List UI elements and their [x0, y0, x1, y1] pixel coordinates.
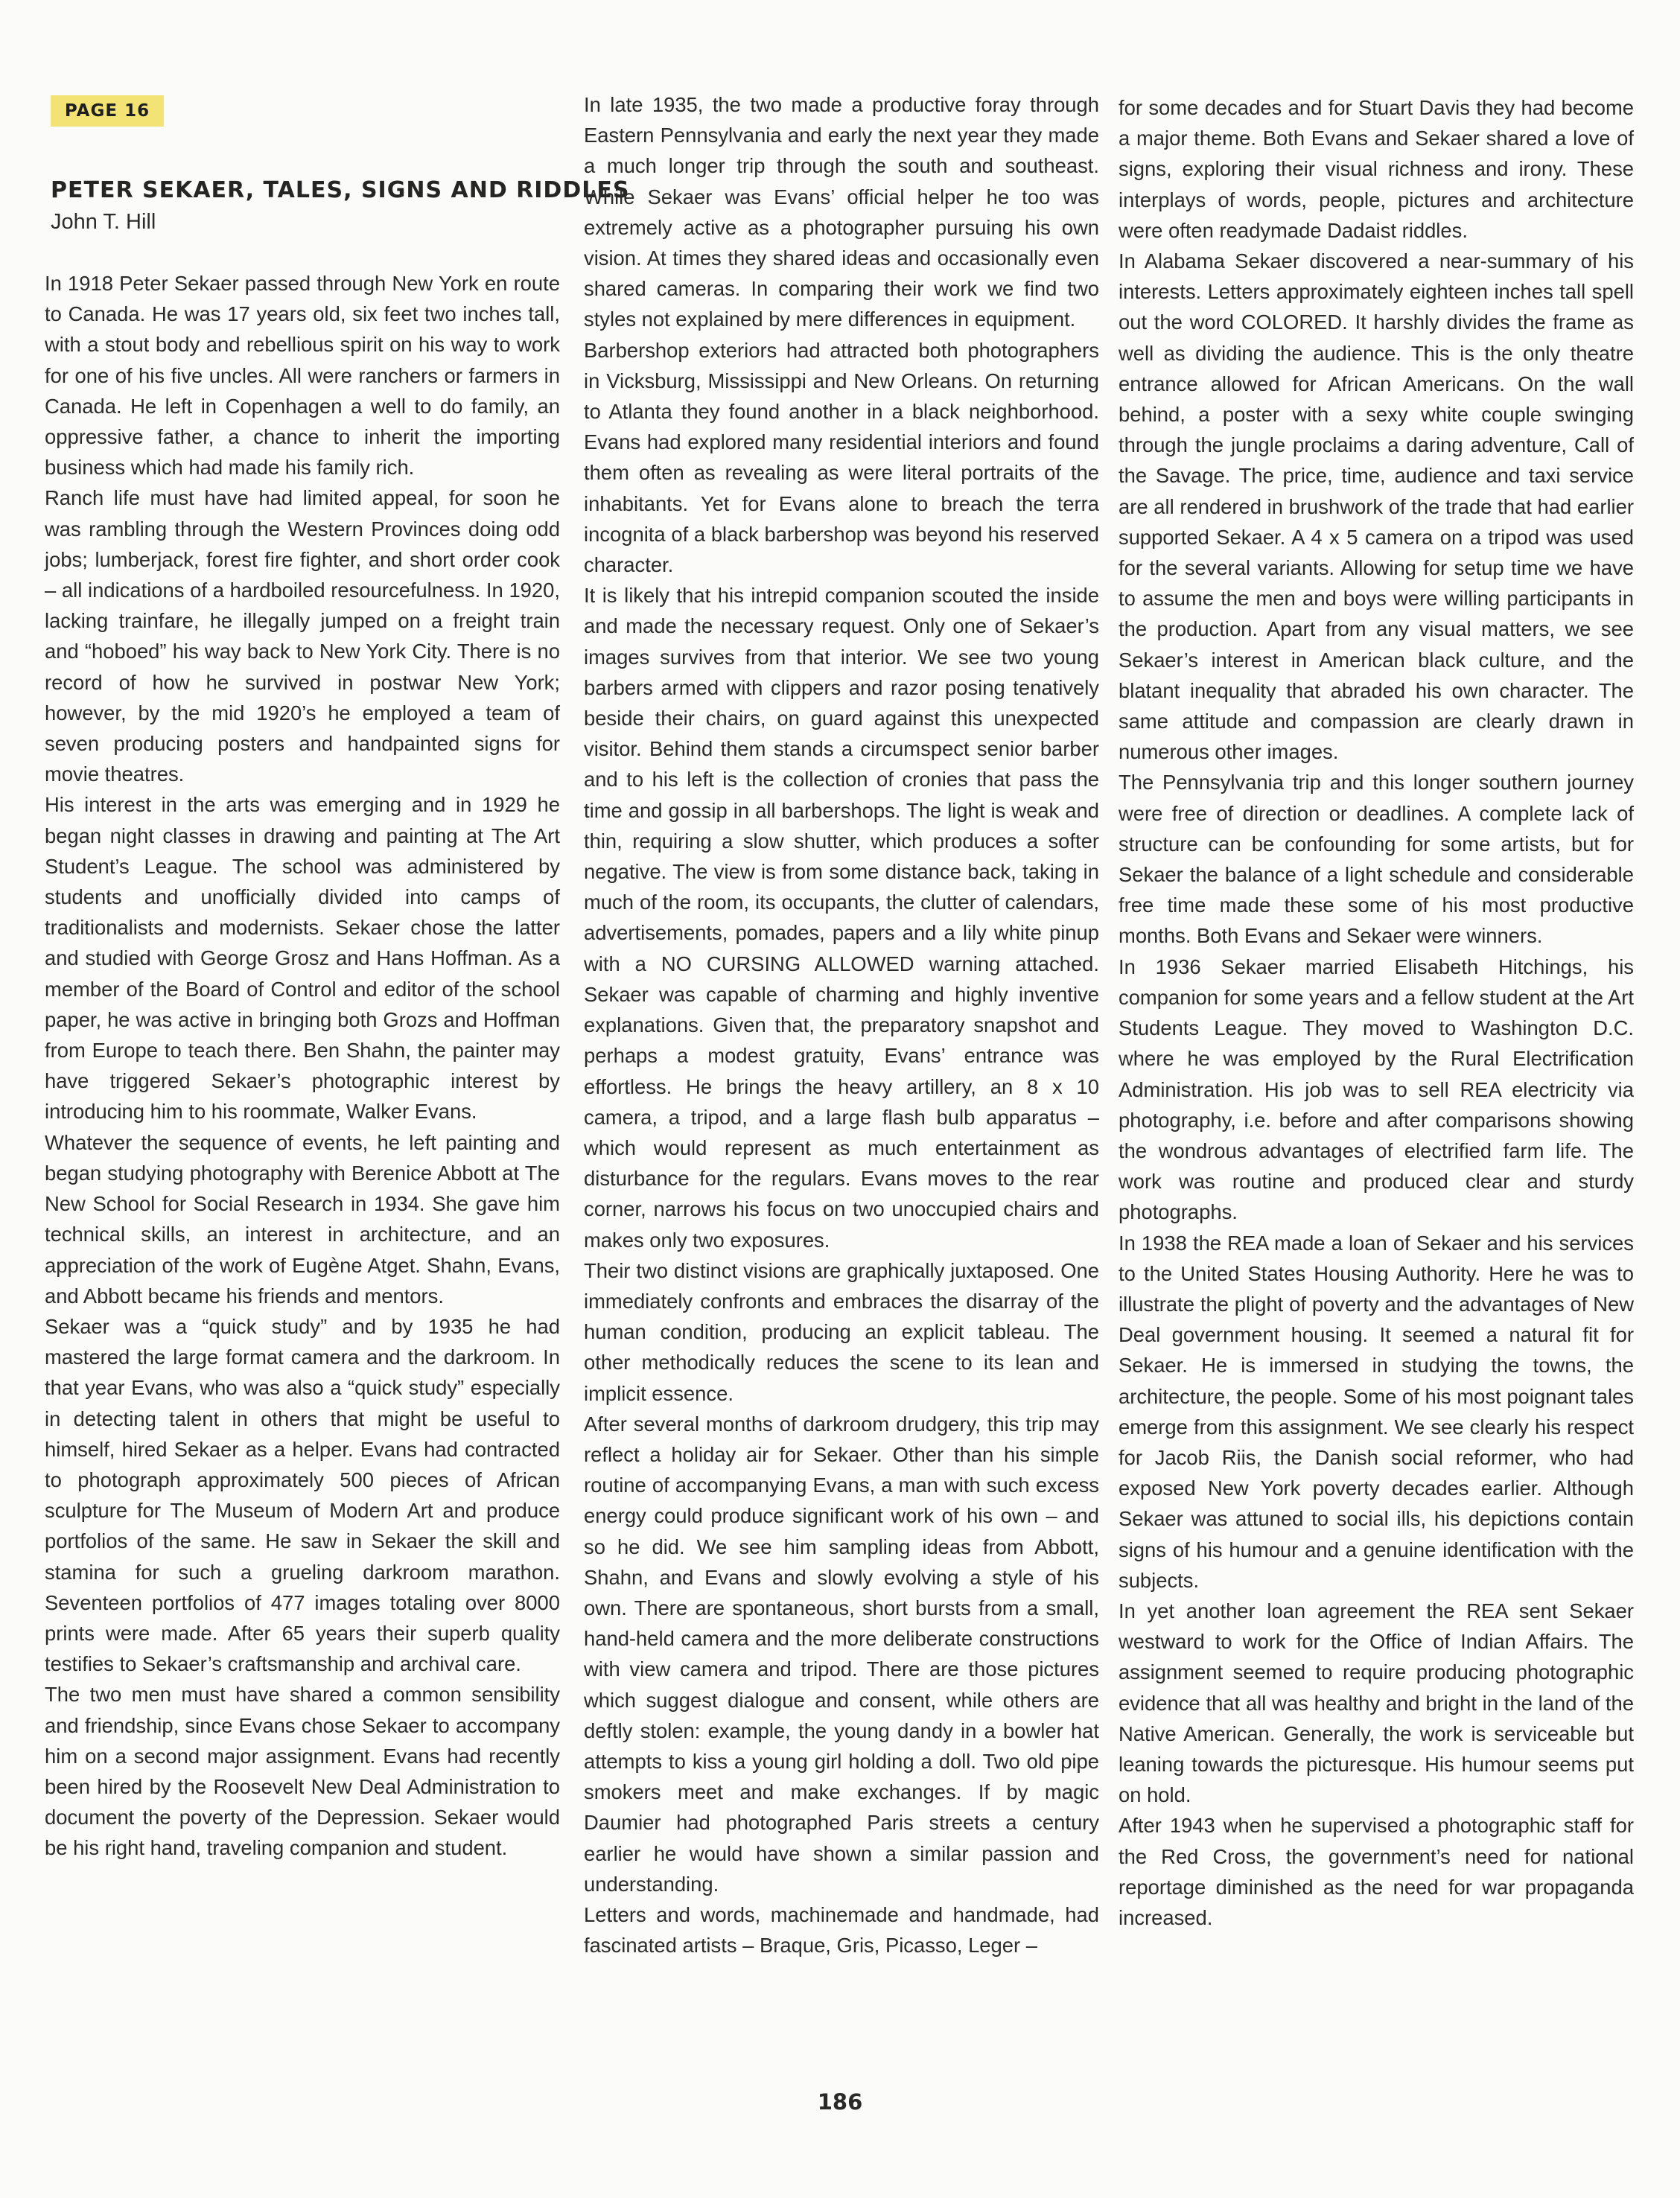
paragraph: Letters and words, machinemade and handmade, had fascinated artists – Braque, Gris, Picasso, Leger – — [584, 1902, 1099, 1958]
paragraph: In Alabama Sekaer discovered a near-summary of his interests. Letters approximately eighteen inches tall spell out the word COLORED. It harshly divides the frame as well as dividing the audience. This is the only theatre entrance allowed for African Americans. On the wall behind, a poster with a sexy white couple swinging through the jungle proclaims a daring adventure, Call of the Savage. The price, time, audience and taxi service are all rendered in brushwork of the trade that had earlier supported Sekaer. A 4 x 5 camera on a tripod was used for the several variants. Allowing for setup time we have to assume the men and boys were willing participants in the production. Apart from any visual matters, we see Sekaer’s interest in American black culture, and the blatant inequality that abraded his own character. The same attitude and compassion are clearly drawn in numerous other images. — [1119, 249, 1634, 764]
page-number: 186 — [817, 2089, 863, 2115]
paragraph: In late 1935, the two made a productive foray through Eastern Pennsylvania and early the next year they made a much longer trip through the south and southeast. While Sekaer was Evans’ official helper he too was extremely active as a photographer pursuing his own vision. At times they shared ideas and occasionally even shared cameras. In comparing their work we find two styles not explained by mere differences in equipment. — [584, 93, 1099, 331]
text-column-2 — [584, 89, 1099, 1960]
page-label-badge: PAGE 16 — [51, 95, 164, 127]
paragraph: After several months of darkroom drudgery, this trip may reflect a holiday air for Sekaer. Other than his simple routine of accompanying Evans, a man with such excess energy could produce significant work of his own – and so he did. We see him sampling ideas from Abbott, Shahn, and Evans and slowly evolving a style of his own. There are spontaneous, short bursts from a small, hand-held camera and the more deliberate constructions with view camera and tripod. There are those pictures which suggest dialogue and consent, while others are deftly stolen: example, the young dandy in a bowler hat attempts to kiss a young girl holding a doll. Two old pipe smokers meet and make exchanges. If by magic Daumier had photographed Paris streets a century earlier he would have shown a similar passion and understanding. — [584, 1412, 1099, 1896]
paragraph: In 1938 the REA made a loan of Sekaer and his services to the United States Housing Authority. Here he was to illustrate the plight of poverty and the advantages of New Deal government housing. It seemed a natural fit for Sekaer. He is immersed in studying the towns, the architecture, the people. Some of his most poignant tales emerge from this assignment. We see clearly his respect for Jacob Riis, the Danish social reformer, who had exposed New York poverty decades earlier. Although Sekaer was attuned to social ills, his depictions contain signs of his humour and a genuine identification with the subjects. — [1119, 1231, 1634, 1592]
text-column-3 — [1119, 92, 1634, 1933]
text-column-1 — [45, 268, 560, 1864]
paragraph: Ranch life must have had limited appeal, for soon he was rambling through the Western Provinces doing odd jobs; lumberjack, forest fire fighter, and short order cook – all indications of a hardboiled resourcefulness. In 1920, lacking trainfare, he illegally jumped on a freight train and “hoboed” his way back to New York City. There is no record of how he survived in postwar New York; however, by the mid 1920’s he employed a team of seven producing posters and handpainted signs for movie theatres. — [45, 486, 560, 786]
paragraph: The two men must have shared a common sensibility and friendship, since Evans chose Sekaer to accompany him on a second major assignment. Evans had recently been hired by the Roosevelt New Deal Administration to document the poverty of the Depression. Sekaer would be his right hand, traveling companion and student. — [45, 1683, 560, 1860]
paragraph: The Pennsylvania trip and this longer southern journey were free of direction or deadlines. A complete lack of structure can be confounding for some artists, but for Sekaer the balance of a light schedule and considerable free time made these some of his most productive months. Both Evans and Sekaer were winners. — [1119, 771, 1634, 948]
paragraph: In 1918 Peter Sekaer passed through New York en route to Canada. He was 17 years old, six feet two inches tall, with a stout body and rebellious spirit on his way to work for one of his five uncles. All were ranchers or farmers in Canada. He left in Copenhagen a well to do family, an oppressive father, a chance to inherit the importing business which had made his family rich. — [45, 272, 560, 480]
paragraph: It is likely that his intrepid companion scouted the inside and made the necessary request. Only one of Sekaer’s images survives from that interior. We see two young barbers armed with clippers and razor posing tenatively beside their chairs, on guard against this unexpected visitor. Behind them stands a circumspect senior barber and to his left is the collection of cronies that pass the time and gossip in all barbershops. The light is weak and thin, requiring a slow shutter, which produces a softer negative. The view is from some distance back, taking in much of the room, its occupants, the clutter of calendars, advertisements, pomades, papers and a lily white pinup with a NO CURSING ALLOWED warning attached. Sekaer was capable of charming and highly inventive explanations. Given that, the preparatory snapshot and perhaps a modest gratuity, Evans’ entrance was effortless. He brings the heavy artillery, an 8 x 10 camera, a tripod, and a large flash bulb apparatus – which would represent as much entertainment as disturbance for the regulars. Evans moves to the rear corner, narrows his focus on two unoccupied chairs and makes only two exposures. — [584, 584, 1099, 1252]
paragraph: Their two distinct visions are graphically juxtaposed. One immediately confronts and embraces the disarray of the human condition, producing an explicit tableau. The other methodically reduces the scene to its lean and implicit essence. — [584, 1258, 1099, 1405]
paragraph: Barbershop exteriors had attracted both photographers in Vicksburg, Mississippi and New Orleans. On returning to Atlanta they found another in a black neighborhood. Evans had explored many residential interiors and found them often as revealing as were literal portraits of the inhabitants. Yet for Evans alone to breach the terra incognita of a black barbershop was beyond his reserved character. — [584, 338, 1099, 577]
article-title: PETER SEKAER, TALES, SIGNS AND RIDDLES — [51, 177, 630, 203]
paragraph: Sekaer was a “quick study” and by 1935 he had mastered the large format camera and the darkroom. In that year Evans, who was also a “quick study” especially in detecting talent in others that might be useful to himself, hired Sekaer as a helper. Evans had contracted to photograph approximately 500 pieces of African sculpture for The Museum of Modern Art and produce portfolios of the same. He saw in Sekaer the skill and stamina for such a grueling darkroom marathon. Seventeen portfolios of 477 images totaling over 8000 prints were made. After 65 years their superb quality testifies to Sekaer’s craftsmanship and archival care. — [45, 1314, 560, 1676]
paragraph: Whatever the sequence of events, he left painting and began studying photography with Berenice Abbott at The New School for Social Research in 1934. She gave him technical skills, an interest in architecture, and an appreciation of the work of Eugène Atget. Shahn, Evans, and Abbott became his friends and mentors. — [45, 1130, 560, 1307]
paragraph: His interest in the arts was emerging and in 1929 he began night classes in drawing and painting at The Art Student’s League. The school was administered by students and unofficially divided into camps of traditionalists and modernists. Sekaer chose the latter and studied with George Grosz and Hans Hoffman. As a member of the Board of Control and editor of the school paper, he was active in bringing both Grozs and Hoffman from Europe to teach there. Ben Shahn, the painter may have triggered Sekaer’s photographic interest by introducing him to his roommate, Walker Evans. — [45, 793, 560, 1124]
paragraph: In yet another loan agreement the REA sent Sekaer westward to work for the Office of Indian Affairs. The assignment seemed to require producing photographic evidence that all was healthy and bright in the land of the Native American. Generally, the work is serviceable but leaning towards the picturesque. His humour seems put on hold. — [1119, 1599, 1634, 1807]
paragraph: After 1943 when he supervised a photographic staff for the Red Cross, the government’s need for national reportage diminished as the need for war propaganda increased. — [1119, 1814, 1634, 1929]
author-byline: John T. Hill — [51, 210, 156, 234]
paragraph: In 1936 Sekaer married Elisabeth Hitchings, his companion for some years and a fellow student at the Art Students League. They moved to Washington D.C. where he was employed by the Rural Electrification Administration. His job was to sell REA electricity via photography, i.e. before and after comparisons showing the wondrous advantages of electrified farm life. The work was routine and produced clear and sturdy photographs. — [1119, 955, 1634, 1224]
paragraph: for some decades and for Stuart Davis they had become a major theme. Both Evans and Sekaer shared a love of signs, exploring their visual richness and irony. These interplays of words, people, pictures and architecture were often readymade Dadaist riddles. — [1119, 96, 1634, 242]
